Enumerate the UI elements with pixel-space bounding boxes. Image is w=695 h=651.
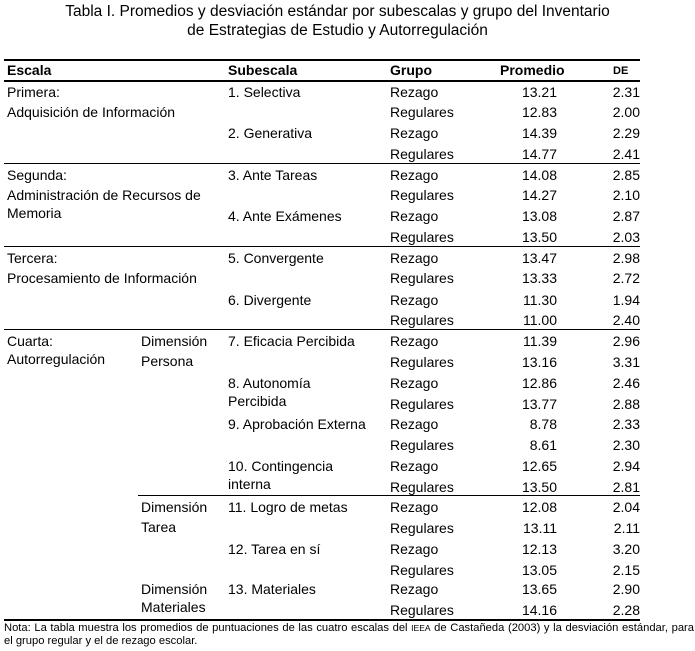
row-de: 2.41	[612, 146, 640, 162]
row-de: 2.81	[612, 479, 640, 495]
escala-name: Procesamiento de Información	[7, 270, 197, 286]
subescala-12: 12. Tarea en sí	[228, 541, 321, 557]
row-grupo: Regulares	[390, 602, 454, 618]
row-promedio: 13.50	[521, 479, 557, 495]
subescala-2: 2. Generativa	[228, 125, 313, 141]
escala-label: Segunda:	[7, 167, 67, 183]
row-grupo: Rezago	[390, 125, 439, 141]
subescala-11: 11. Logro de metas	[228, 499, 348, 515]
row-promedio: 13.21	[521, 84, 557, 100]
row-grupo: Rezago	[390, 375, 439, 391]
row-grupo: Regulares	[390, 187, 454, 203]
row-promedio: 14.16	[521, 602, 557, 618]
row-promedio: 13.33	[521, 270, 557, 286]
row-promedio: 14.08	[521, 167, 557, 183]
row-de: 2.10	[612, 187, 640, 203]
subescala-8: 8. Autonomía	[228, 375, 311, 391]
dimension-divider-1	[138, 495, 640, 496]
row-promedio: 13.50	[521, 229, 557, 245]
row-promedio: 8.61	[529, 437, 557, 453]
subescala-3: 3. Ante Tareas	[228, 167, 318, 183]
subescala-5: 5. Convergente	[228, 250, 324, 266]
row-de: 2.96	[612, 333, 640, 349]
header-subescala: Subescala	[228, 62, 298, 78]
row-de: 2.85	[612, 167, 640, 183]
row-de: 2.72	[612, 270, 640, 286]
row-de: 2.40	[612, 312, 640, 328]
row-grupo: Regulares	[390, 312, 454, 328]
row-promedio: 14.77	[521, 146, 557, 162]
dimension-tarea-line-1: Dimensión	[141, 499, 208, 515]
row-de: 2.04	[612, 499, 640, 515]
row-grupo: Regulares	[390, 437, 454, 453]
escala-name-cont: Memoria	[7, 205, 62, 221]
row-grupo: Rezago	[390, 292, 439, 308]
row-de: 2.46	[612, 375, 640, 391]
row-de: 2.33	[612, 416, 640, 432]
escala-label: Cuarta:	[7, 333, 53, 349]
row-promedio: 12.65	[521, 458, 557, 474]
row-de: 2.87	[612, 208, 640, 224]
row-promedio: 13.77	[521, 396, 557, 412]
row-de: 2.30	[612, 437, 640, 453]
dimension-materiales-line-2: Materiales	[141, 599, 206, 615]
row-de: 1.94	[612, 292, 640, 308]
row-de: 2.90	[612, 581, 640, 597]
row-promedio: 12.86	[521, 375, 557, 391]
row-grupo: Rezago	[390, 167, 439, 183]
row-grupo: Rezago	[390, 416, 439, 432]
row-de: 2.29	[612, 125, 640, 141]
row-grupo: Regulares	[390, 146, 454, 162]
table-title-line-2: de Estrategias de Estudio y Autorregulación	[187, 22, 488, 39]
row-promedio: 14.27	[521, 187, 557, 203]
note-suffix: de Castañeda (2003) y la desviación estándar, para el grupo regular y el de rezago escolar.	[4, 622, 694, 647]
row-de: 2.00	[612, 104, 640, 120]
escala-label: Primera:	[7, 84, 60, 100]
table-title-line-1: Tabla I. Promedios y desviación estándar por subescalas y grupo del Inventario	[65, 3, 610, 20]
dimension-tarea-line-2: Tarea	[141, 519, 177, 535]
row-promedio: 13.65	[521, 581, 557, 597]
top-rule	[4, 59, 640, 61]
row-promedio: 13.47	[521, 250, 557, 266]
subescala-4: 4. Ante Exámenes	[228, 208, 342, 224]
row-promedio: 11.39	[523, 333, 557, 349]
dimension-persona-line-2: Persona	[141, 353, 194, 369]
row-grupo: Rezago	[390, 333, 439, 349]
row-promedio: 13.16	[521, 354, 557, 370]
dimension-materiales-line-1: Dimensión	[141, 581, 208, 597]
subescala-10-cont: interna	[228, 476, 271, 492]
row-de: 3.31	[612, 354, 640, 370]
row-de: 3.20	[612, 541, 640, 557]
table-note	[4, 622, 694, 648]
header-promedio: Promedio	[500, 62, 565, 78]
row-grupo: Regulares	[390, 479, 454, 495]
header-de: DE	[613, 65, 629, 77]
subescala-1: 1. Selectiva	[228, 84, 301, 100]
row-de: 2.31	[612, 84, 640, 100]
row-promedio: 11.00	[523, 312, 557, 328]
row-de: 2.94	[612, 458, 640, 474]
row-grupo: Rezago	[390, 84, 439, 100]
dimension-persona-line-1: Dimensión	[141, 333, 208, 349]
escala-name: Autorregulación	[7, 351, 106, 367]
note-acronym: IEEA	[411, 623, 431, 633]
row-grupo: Regulares	[390, 270, 454, 286]
row-promedio: 12.83	[521, 104, 557, 120]
subescala-7: 7. Eficacia Percibida	[228, 333, 355, 349]
row-promedio: 11.30	[523, 292, 557, 308]
subescala-6: 6. Divergente	[228, 292, 312, 308]
header-grupo: Grupo	[390, 62, 432, 78]
row-de: 2.03	[612, 229, 640, 245]
row-grupo: Regulares	[390, 104, 454, 120]
subescala-8-cont: Percibida	[228, 393, 287, 409]
subescala-10: 10. Contingencia	[228, 458, 334, 474]
row-promedio: 14.39	[521, 125, 557, 141]
row-promedio: 12.13	[521, 541, 557, 557]
escala-name: Administración de Recursos de	[7, 187, 201, 203]
row-promedio: 12.08	[521, 499, 557, 515]
row-de: 2.88	[612, 396, 640, 412]
row-grupo: Rezago	[390, 208, 439, 224]
row-grupo: Rezago	[390, 581, 439, 597]
row-de: 2.11	[613, 520, 640, 536]
row-grupo: Regulares	[390, 396, 454, 412]
row-promedio: 13.05	[521, 562, 557, 578]
row-promedio: 8.78	[529, 416, 557, 432]
escala-label: Tercera:	[7, 250, 58, 266]
row-de: 2.98	[612, 250, 640, 266]
row-promedio: 13.11	[523, 520, 557, 536]
note-prefix: Nota: La tabla muestra los promedios de puntuaciones de las cuatro escalas del	[4, 622, 408, 634]
subescala-13: 13. Materiales	[228, 581, 316, 597]
escala-name: Adquisición de Información	[7, 104, 176, 120]
row-de: 2.15	[612, 562, 640, 578]
header-escala: Escala	[7, 62, 52, 78]
row-de: 2.28	[612, 602, 640, 618]
row-grupo: Rezago	[390, 458, 439, 474]
row-grupo: Rezago	[390, 250, 439, 266]
row-grupo: Regulares	[390, 229, 454, 245]
row-grupo: Rezago	[390, 541, 439, 557]
header-rule	[4, 80, 640, 82]
row-grupo: Regulares	[390, 562, 454, 578]
row-grupo: Regulares	[390, 520, 454, 536]
row-grupo: Regulares	[390, 354, 454, 370]
row-promedio: 13.08	[521, 208, 557, 224]
subescala-9: 9. Aprobación Externa	[228, 416, 366, 432]
table-title	[0, 2, 675, 40]
row-grupo: Rezago	[390, 499, 439, 515]
